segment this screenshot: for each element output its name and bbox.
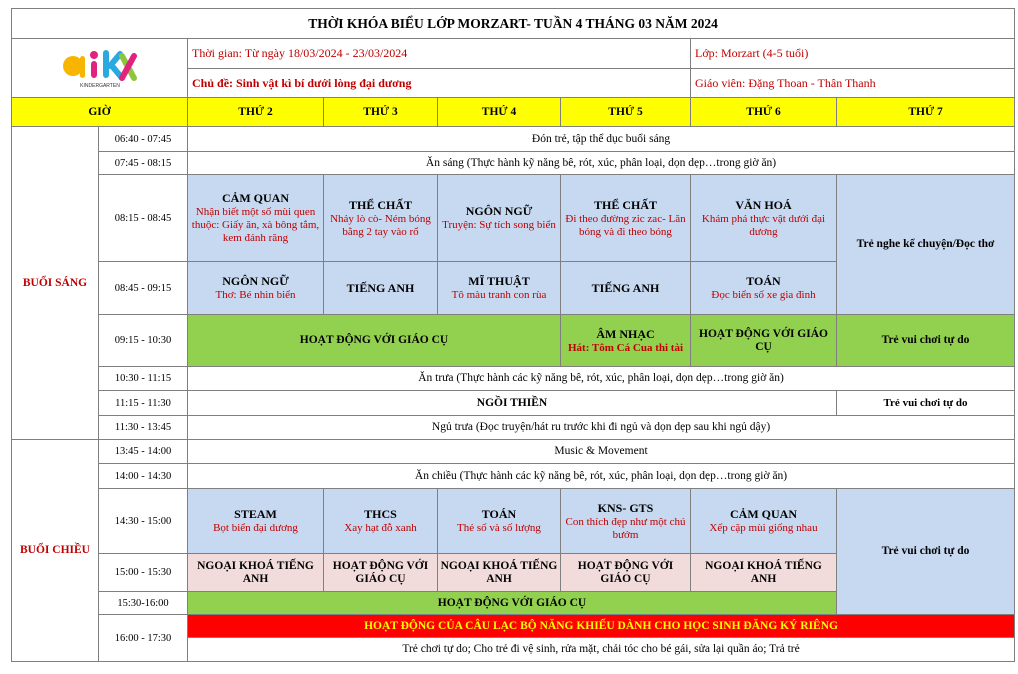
- saturday-afternoon: Trẻ vui chơi tự do: [837, 489, 1015, 615]
- lesson-cell: [438, 262, 561, 315]
- lesson-subject: VĂN HOÁ: [735, 197, 792, 212]
- lesson-cell: [188, 175, 324, 262]
- lesson-desc: Nhận biết một số mùi quen thuộc: Giấy ăn, xà bông tắm, kem đánh răng: [191, 206, 320, 244]
- lesson-subject: STEAM: [234, 507, 277, 521]
- time-slot: 14:00 - 14:30: [99, 464, 188, 489]
- lesson-desc: Truyện: Sự tích song biển: [442, 219, 556, 231]
- lesson-cell: [438, 175, 561, 262]
- time-slot: 13:45 - 14:00: [99, 440, 188, 464]
- lesson-desc: Xếp cặp mùi giống nhau: [709, 522, 818, 534]
- time-slot: 16:00 - 17:30: [99, 615, 188, 662]
- time-slot: 14:30 - 15:00: [99, 489, 188, 554]
- snack-row: Ăn chiều (Thực hành các kỹ năng bê, rót, xúc, phân loại, dọn dẹp…trong giờ ăn): [188, 464, 1015, 489]
- lesson-cell: [691, 175, 837, 262]
- lesson-desc: Tô màu tranh con rùa: [451, 289, 547, 301]
- lesson-subject: ÂM NHẠC: [596, 326, 655, 341]
- lesson-subject: THỂ CHẤT: [593, 197, 657, 212]
- time-slot: 08:45 - 09:15: [99, 262, 188, 315]
- lesson-subject: TIẾNG ANH: [591, 280, 660, 295]
- time-slot: 08:15 - 08:45: [99, 175, 188, 262]
- lesson-cell: [324, 489, 438, 554]
- lesson-desc: Đi theo đường zic zac- Lăn bóng và đi theo bóng: [565, 212, 686, 238]
- hour-header: GIỜ: [12, 98, 188, 127]
- tools-afternoon: HOẠT ĐỘNG VỚI GIÁO CỤ: [188, 592, 837, 615]
- time-slot: 06:40 - 07:45: [99, 127, 188, 152]
- lesson-subject: TIẾNG ANH: [346, 280, 415, 295]
- lesson-desc: Hát: Tôm Cá Cua thi tài: [568, 341, 683, 354]
- lesson-subject: CẢM QUAN: [730, 507, 797, 521]
- day-header: THỨ 7: [837, 98, 1015, 127]
- lesson-subject: MĨ THUẬT: [468, 274, 530, 288]
- lesson-cell: [188, 489, 324, 554]
- date-range: Thời gian: Từ ngày 18/03/2024 - 23/03/2024: [188, 39, 691, 69]
- logo-cell: [12, 39, 188, 98]
- lesson-cell: [561, 262, 691, 315]
- time-slot: 11:15 - 11:30: [99, 391, 188, 416]
- theme: Chủ đề: Sinh vật kì bí dưới lòng đại dương: [188, 69, 691, 98]
- day-header: THỨ 3: [324, 98, 438, 127]
- lesson-desc: Nhảy lò cò- Ném bóng bằng 2 tay vào rổ: [330, 212, 431, 238]
- lesson-subject: CẢM QUAN: [222, 191, 289, 205]
- nap-row: Ngủ trưa (Đọc truyện/hát ru trước khi đi ngủ và dọn dẹp sau khi ngủ dậy): [188, 416, 1015, 440]
- lesson-cell: [691, 489, 837, 554]
- time-slot: 10:30 - 11:15: [99, 367, 188, 391]
- day-header: THỨ 4: [438, 98, 561, 127]
- lesson-cell: [438, 489, 561, 554]
- lesson-subject: KNS- GTS: [597, 500, 654, 515]
- day-header: THỨ 5: [561, 98, 691, 127]
- page-title: THỜI KHÓA BIỂU LỚP MORZART- TUẦN 4 THÁNG 03 NĂM 2024: [12, 9, 1015, 39]
- lesson-desc: Thơ: Bé nhìn biển: [215, 289, 296, 301]
- logo-graphic: [60, 44, 140, 92]
- lesson-cell: [324, 175, 438, 262]
- lesson-cell: [324, 262, 438, 315]
- lesson-desc: Con thích đẹp như một chú bướm: [565, 515, 686, 541]
- lesson-subject: NGÔN NGỮ: [465, 204, 533, 218]
- time-slot: 07:45 - 08:15: [99, 152, 188, 175]
- school-logo: [60, 44, 140, 92]
- lesson-subject: THỂ CHẤT: [348, 197, 412, 212]
- time-slot: 15:30-16:00: [99, 592, 188, 615]
- session-morning: BUỔI SÁNG: [12, 127, 99, 440]
- welcome-row: Đón trẻ, tập thể dục buổi sáng: [188, 127, 1015, 152]
- lesson-cell: [561, 489, 691, 554]
- lesson-desc: Xay hạt đỗ xanh: [344, 522, 417, 534]
- free-play-small: Trẻ vui chơi tự do: [837, 391, 1015, 416]
- lesson-desc: Khám phá thực vật dưới đại dương: [701, 212, 826, 238]
- lesson-desc: Thẻ số và số lượng: [457, 522, 541, 534]
- saturday-morning: Trẻ nghe kể chuyện/Đọc thơ: [837, 175, 1015, 315]
- tools-friday: HOẠT ĐỘNG VỚI GIÁO CỤ: [691, 315, 837, 367]
- lesson-subject: THCS: [364, 507, 397, 521]
- lesson-desc: Bọt biển đại dương: [213, 522, 298, 534]
- activity-cell: HOẠT ĐỘNG VỚI GIÁO CỤ: [561, 554, 691, 592]
- pickup-row: Trẻ chơi tự do; Cho trẻ đi vệ sinh, rửa mặt, chải tóc cho bé gái, sửa lại quần áo; Trả trẻ: [188, 638, 1015, 662]
- lesson-subject: NGÔN NGỮ: [222, 274, 289, 288]
- lesson-cell: [188, 262, 324, 315]
- activity-cell: NGOẠI KHOÁ TIẾNG ANH: [188, 554, 324, 592]
- session-afternoon: BUỔI CHIỀU: [12, 440, 99, 662]
- day-header: THỨ 2: [188, 98, 324, 127]
- free-play: Trẻ vui chơi tự do: [837, 315, 1015, 367]
- tools-activity: HOẠT ĐỘNG VỚI GIÁO CỤ: [188, 315, 561, 367]
- music-movement-row: Music & Movement: [188, 440, 1015, 464]
- class-name: Lớp: Morzart (4-5 tuổi): [691, 39, 1015, 69]
- activity-cell: HOẠT ĐỘNG VỚI GIÁO CỤ: [324, 554, 438, 592]
- lesson-subject: TOÁN: [746, 274, 781, 288]
- activity-cell: NGOẠI KHOÁ TIẾNG ANH: [691, 554, 837, 592]
- activity-cell: NGOẠI KHOÁ TIẾNG ANH: [438, 554, 561, 592]
- breakfast-row: Ăn sáng (Thực hành kỹ năng bê, rót, xúc, phân loại, dọn dẹp…trong giờ ăn): [188, 152, 1015, 175]
- time-slot: 11:30 - 13:45: [99, 416, 188, 440]
- time-slot: 09:15 - 10:30: [99, 315, 188, 367]
- music-cell: [561, 315, 691, 367]
- schedule-table: [11, 8, 1015, 662]
- club-row: HOẠT ĐỘNG CỦA CÂU LẠC BỘ NĂNG KHIẾU DÀNH CHO HỌC SINH ĐĂNG KÝ RIÊNG: [188, 615, 1015, 638]
- meditation-row: NGỒI THIỀN: [188, 391, 837, 416]
- lunch-row: Ăn trưa (Thực hành các kỹ năng bê, rót, xúc, phân loại, dọn dẹp…trong giờ ăn): [188, 367, 1015, 391]
- logo-caption: KINDERGARTEN: [79, 83, 120, 89]
- lesson-subject: TOÁN: [481, 507, 517, 521]
- lesson-cell: [691, 262, 837, 315]
- day-header: THỨ 6: [691, 98, 837, 127]
- lesson-cell: [561, 175, 691, 262]
- lesson-desc: Đọc biển số xe gia đình: [711, 289, 816, 301]
- teachers: Giáo viên: Đặng Thoan - Thân Thanh: [691, 69, 1015, 98]
- time-slot: 15:00 - 15:30: [99, 554, 188, 592]
